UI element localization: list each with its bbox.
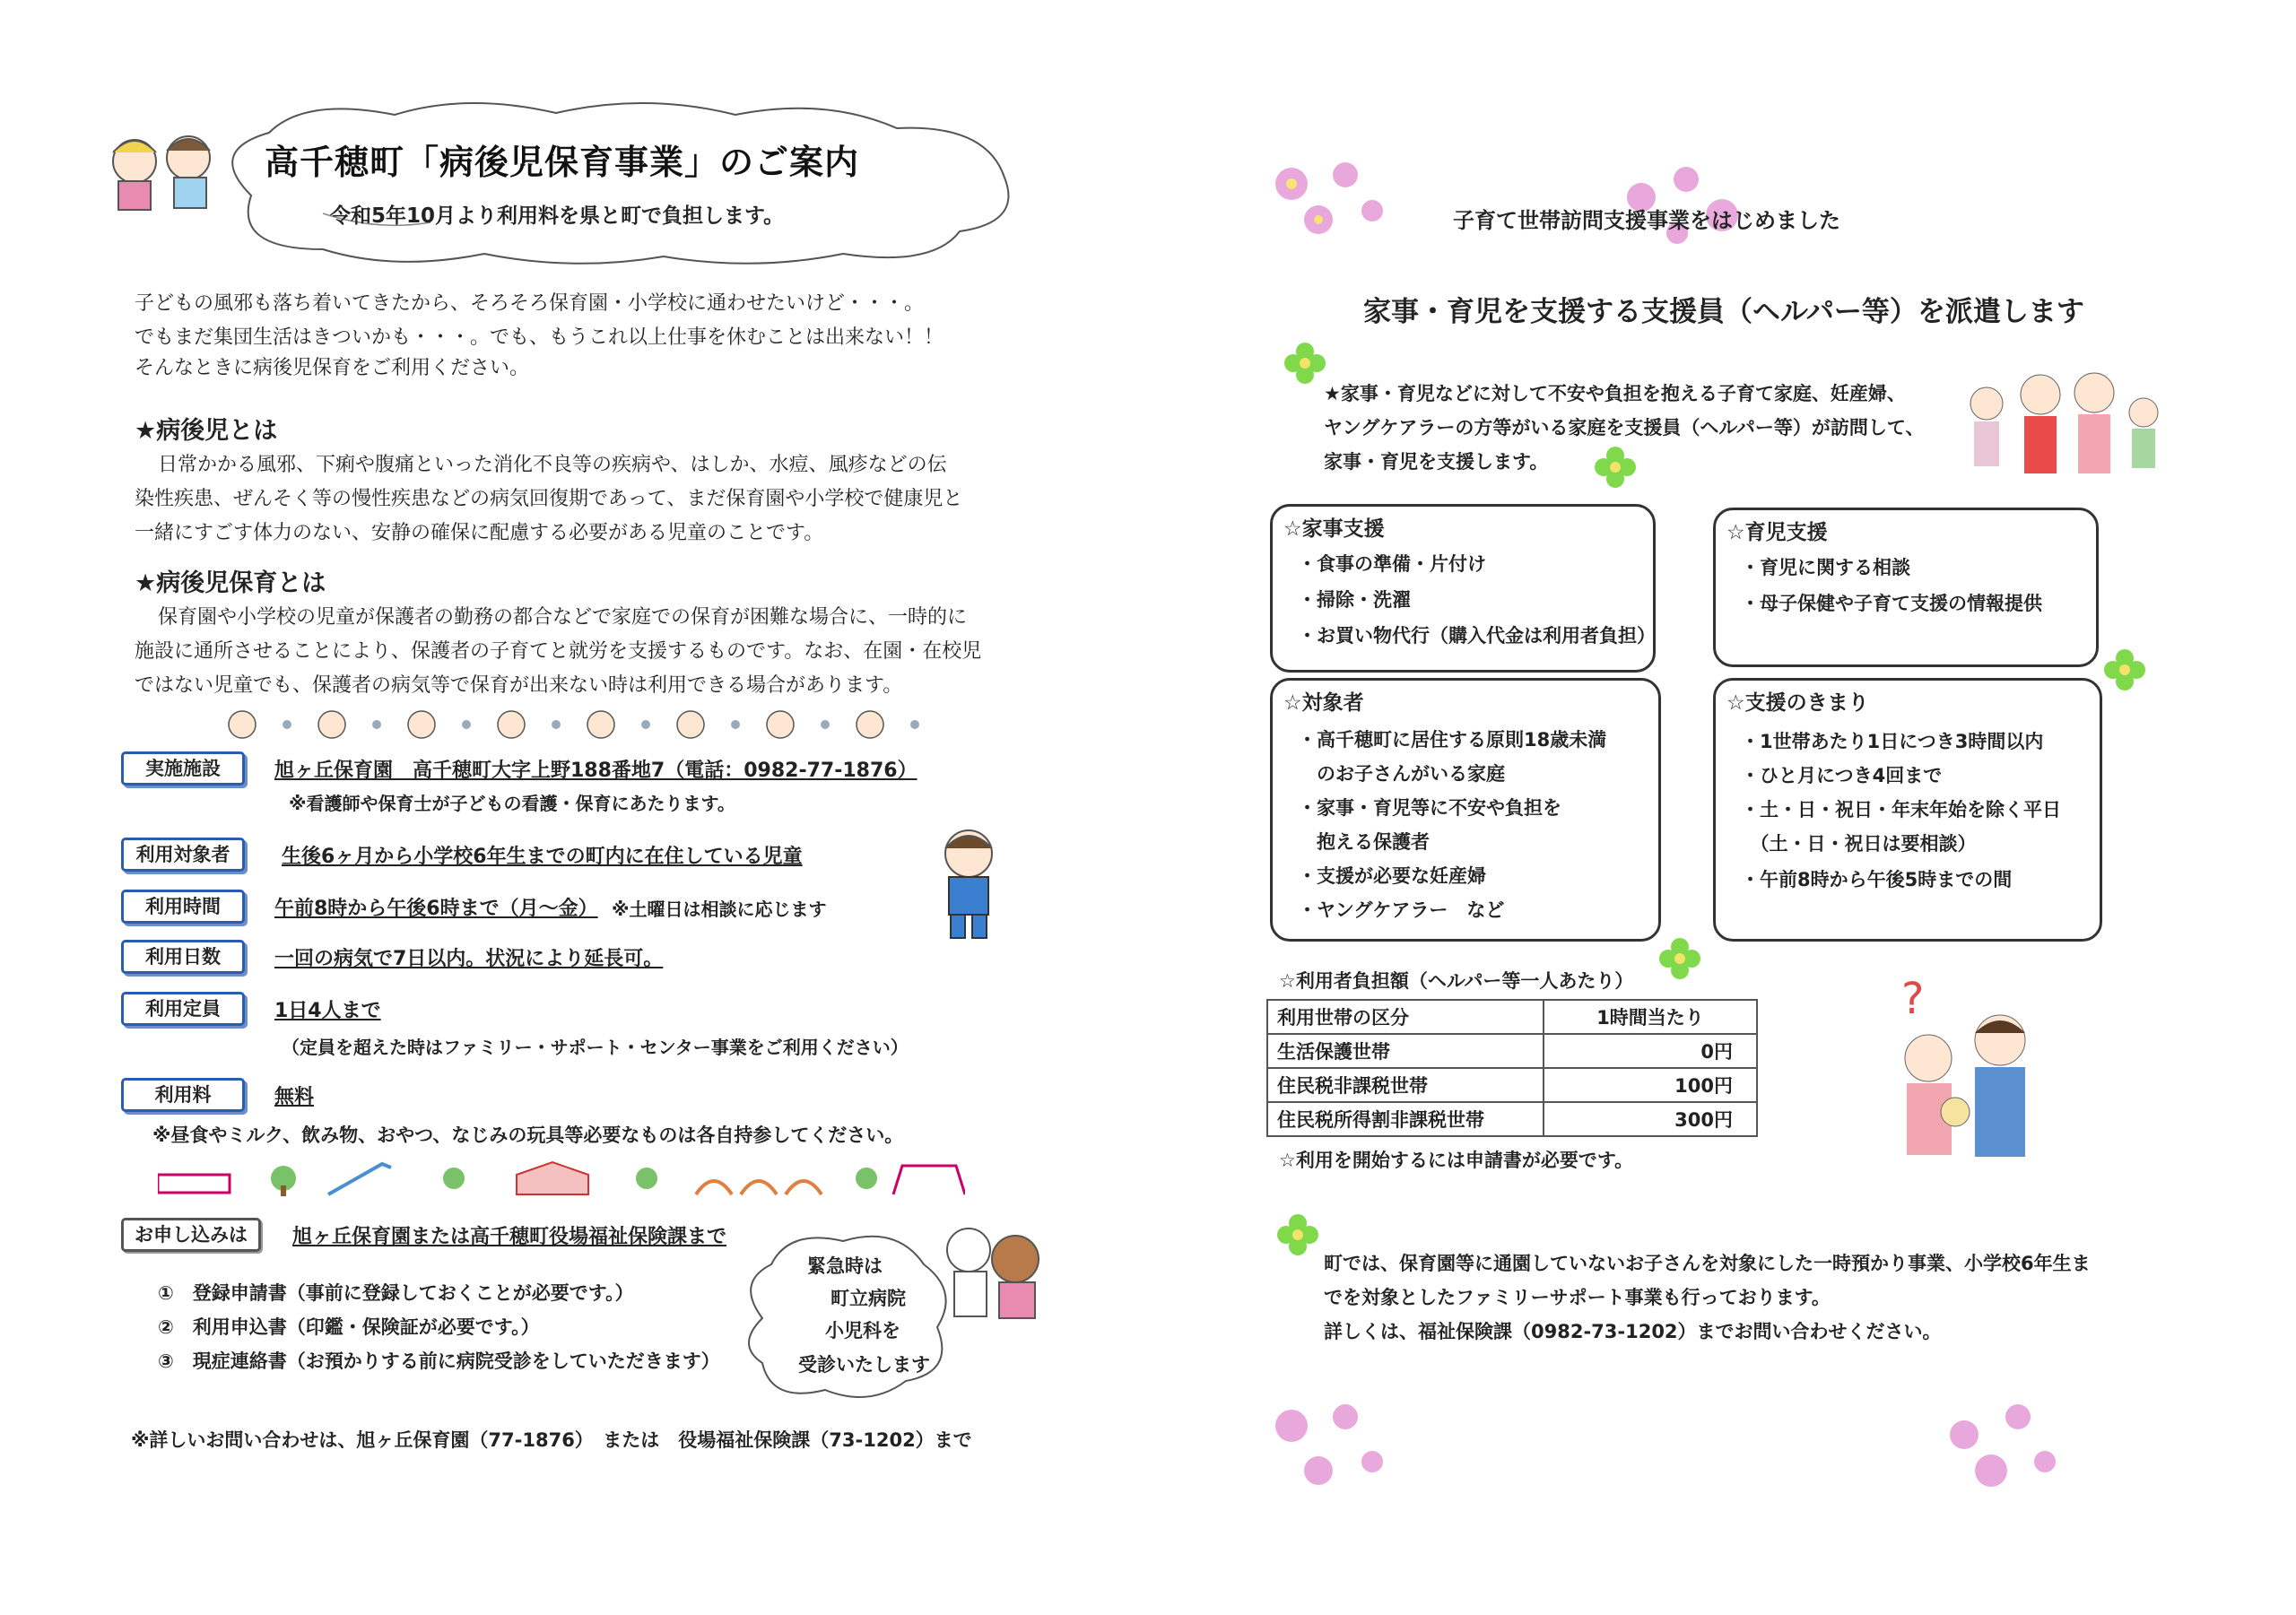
target-item: のお子さんがいる家庭 <box>1298 763 1505 785</box>
fee-category: 住民税所得割非課税世帯 <box>1267 1102 1544 1136</box>
intro-line-1: 子どもの風邪も落ち着いてきたから、そろそろ保育園・小学校に通わせたいけど・・・。 <box>135 292 925 315</box>
fee-header-cell: 利用世帯の区分 <box>1267 1000 1544 1034</box>
fee-category: 生活保護世帯 <box>1267 1034 1544 1068</box>
emergency-line-2: 町立病院 <box>831 1288 906 1309</box>
page-title: 高千穂町「病後児保育事業」のご案内 <box>265 143 860 182</box>
left-footer: ※詳しいお問い合わせは、旭ヶ丘保育園（77-1876） または 役場福祉保険課（73-1202）まで <box>131 1429 972 1451</box>
parents-illustration <box>1874 977 2054 1166</box>
fee-amount: 0円 <box>1544 1034 1757 1068</box>
section-2-line: 保育園や小学校の児童が保護者の勤務の都合などで家庭での保育が困難な場合に、一時的に <box>158 606 968 629</box>
flower-cluster-icon <box>1614 152 1758 251</box>
hours-note: ※土曜日は相談に応じます <box>612 899 827 920</box>
label-hours: 利用時間 <box>121 890 245 924</box>
eligible-text: 生後6ヶ月から小学校6年生までの町内に在住している児童 <box>282 846 803 868</box>
right-headline: 家事・育児を支援する支援員（ヘルパー等）を派遣します <box>1363 296 2084 328</box>
target-box <box>1270 678 1661 942</box>
rules-item: （土・日・祝日は要相談） <box>1741 833 1977 855</box>
section-2-line: 施設に通所させることにより、保護者の子育てと就労を支援するものです。なお、在園・在校児 <box>135 640 982 663</box>
target-item: ・高千穂町に居住する原則18歳未満 <box>1298 729 1607 751</box>
fee-amount: 300円 <box>1544 1102 1757 1136</box>
housework-item: ・食事の準備・片付け <box>1298 553 1486 575</box>
label-days: 利用日数 <box>121 940 245 974</box>
rules-item: ・土・日・祝日・年末年始を除く平日 <box>1741 799 2061 821</box>
faces-decoration <box>224 707 942 742</box>
table-row <box>1267 1068 1757 1102</box>
fee-table <box>1266 999 1758 1137</box>
target-item: ・家事・育児等に不安や負担を <box>1298 797 1561 819</box>
right-header: 子育て世帯訪問支援事業をはじめました <box>1453 208 1840 233</box>
label-apply: お申し込みは <box>121 1218 261 1252</box>
table-row <box>1267 1102 1757 1136</box>
housework-box <box>1270 504 1656 673</box>
housework-title: ☆家事支援 <box>1283 517 1385 541</box>
section-1-line: 一緒にすごす体力のない、安静の確保に配慮する必要がある児童のことです。 <box>135 522 824 544</box>
green-flower-icon <box>1275 1212 1320 1257</box>
apply-step-2: ② 利用申込書（印鑑・保険証が必要です。） <box>158 1316 540 1338</box>
rules-title: ☆支援のきまり <box>1726 691 1869 715</box>
flower-cluster-icon <box>1265 139 1399 247</box>
label-eligible: 利用対象者 <box>121 838 245 872</box>
target-title: ☆対象者 <box>1283 691 1364 715</box>
childcare-item: ・母子保健や子育て支援の情報提供 <box>1741 593 2042 614</box>
animals-illustration <box>933 1220 1049 1327</box>
fee-header-cell: 1時間当たり <box>1544 1000 1757 1034</box>
intro-line-3: そんなときに病後児保育をご利用ください。 <box>135 357 530 379</box>
green-flower-icon <box>1593 445 1638 490</box>
fee-text: 無料 <box>274 1086 315 1108</box>
table-header-row <box>1267 1000 1757 1034</box>
table-row <box>1267 1034 1757 1068</box>
childcare-box <box>1713 508 2099 667</box>
intro-line-2: でもまだ集団生活はきついかも・・・。でも、もうこれ以上仕事を休むことは出来ない！！ <box>135 326 944 349</box>
closing-line: でを対象としたファミリーサポート事業も行っております。 <box>1324 1287 1831 1308</box>
lead-line: ヤングケアラーの方等がいる家庭を支援員（ヘルパー等）が訪問して、 <box>1324 417 1925 438</box>
green-flower-icon <box>1283 341 1327 386</box>
fee-amount: 100円 <box>1544 1068 1757 1102</box>
housework-item: ・掃除・洗濯 <box>1298 589 1411 611</box>
lead-line: ★家事・育児などに対して不安や負担を抱える子育て家庭、妊産婦、 <box>1324 383 1906 404</box>
green-flower-icon <box>2102 647 2147 692</box>
label-capacity: 利用定員 <box>121 992 245 1026</box>
section-1-line: 日常かかる風邪、下痢や腹痛といった消化不良等の疾病や、はしか、水痘、風疹などの伝 <box>158 454 947 476</box>
boy-illustration <box>906 818 1031 943</box>
housework-item: ・お買い物代行（購入代金は利用者負担） <box>1298 625 1656 647</box>
flower-cluster-icon <box>1265 1381 1399 1498</box>
label-fee: 利用料 <box>121 1078 245 1112</box>
fee-note: ☆利用を開始するには申請書が必要です。 <box>1279 1150 1634 1171</box>
capacity-note: （定員を超えた時はファミリー・サポート・センター事業をご利用ください） <box>282 1037 909 1058</box>
green-flower-icon <box>1657 936 1702 981</box>
facility-note: ※看護師や保育士が子どもの看護・保育にあたります。 <box>289 793 735 814</box>
apply-step-3: ③ 現症連絡書（お預かりする前に病院受診をしていただきます） <box>158 1350 720 1372</box>
target-item: ・ヤングケアラー など <box>1298 899 1505 921</box>
childcare-item: ・育児に関する相談 <box>1741 557 1910 578</box>
childcare-title: ☆育児支援 <box>1726 521 1828 544</box>
emergency-line-3: 小児科を <box>825 1320 900 1341</box>
playground-decoration <box>158 1159 965 1200</box>
page-subtitle: 令和5年10月より利用料を県と町で負担します。 <box>330 204 785 228</box>
rules-item: ・1世帯あたり1日につき3時間以内 <box>1741 731 2044 752</box>
lead-line: 家事・育児を支援します。 <box>1324 451 1549 473</box>
section-heading-sick-child-care: ★病後児保育とは <box>135 569 326 597</box>
target-item: ・支援が必要な妊産婦 <box>1298 865 1486 887</box>
section-2-line: ではない児童でも、保護者の病気等で保育が出来ない時は利用できる場合があります。 <box>135 674 903 697</box>
rules-item: ・午前8時から午後5時までの間 <box>1741 869 2013 890</box>
rules-item: ・ひと月につき4回まで <box>1741 765 1943 786</box>
days-text: 一回の病気で7日以内。状況により延長可。 <box>274 948 664 970</box>
fee-category: 住民税非課税世帯 <box>1267 1068 1544 1102</box>
section-1-line: 染性疾患、ぜんそく等の慢性疾患などの病気回復期であって、まだ保育園や小学校で健康児と <box>135 488 963 510</box>
section-heading-sick-child: ★病後児とは <box>135 417 278 445</box>
right-page <box>1148 0 2296 1615</box>
closing-line: 町では、保育園等に通園していないお子さんを対象にした一時預かり事業、小学校6年生ま <box>1324 1253 2091 1274</box>
emergency-line-4: 受診いたします <box>798 1354 930 1376</box>
apply-step-1: ① 登録申請書（事前に登録しておくことが必要です。） <box>158 1282 634 1304</box>
svg-text:?: ? <box>1901 977 1925 1024</box>
emergency-line-1: 緊急時は <box>807 1255 883 1277</box>
fee-title: ☆利用者負担額（ヘルパー等一人あたり） <box>1279 970 1634 992</box>
fee-note: ※昼食やミルク、飲み物、おやつ、なじみの玩具等必要なものは各自持参してください。 <box>152 1124 904 1146</box>
flower-cluster-icon <box>1937 1381 2072 1498</box>
target-item: 抱える保護者 <box>1298 831 1430 853</box>
closing-line: 詳しくは、福祉保険課（0982-73-1202）までお問い合わせください。 <box>1324 1321 1942 1342</box>
capacity-text: 1日4人まで <box>274 1000 381 1022</box>
apply-text: 旭ヶ丘保育園または高千穂町役場福祉保険課まで <box>292 1226 727 1248</box>
family-illustration <box>1960 368 2166 484</box>
rules-box <box>1713 678 2102 942</box>
label-facility: 実施施設 <box>121 751 245 786</box>
hours-text: 午前8時から午後6時まで（月～金） <box>274 898 598 920</box>
facility-text: 旭ヶ丘保育園 高千穂町大字上野188番地7（電話：0982-77-1876） <box>274 760 918 782</box>
